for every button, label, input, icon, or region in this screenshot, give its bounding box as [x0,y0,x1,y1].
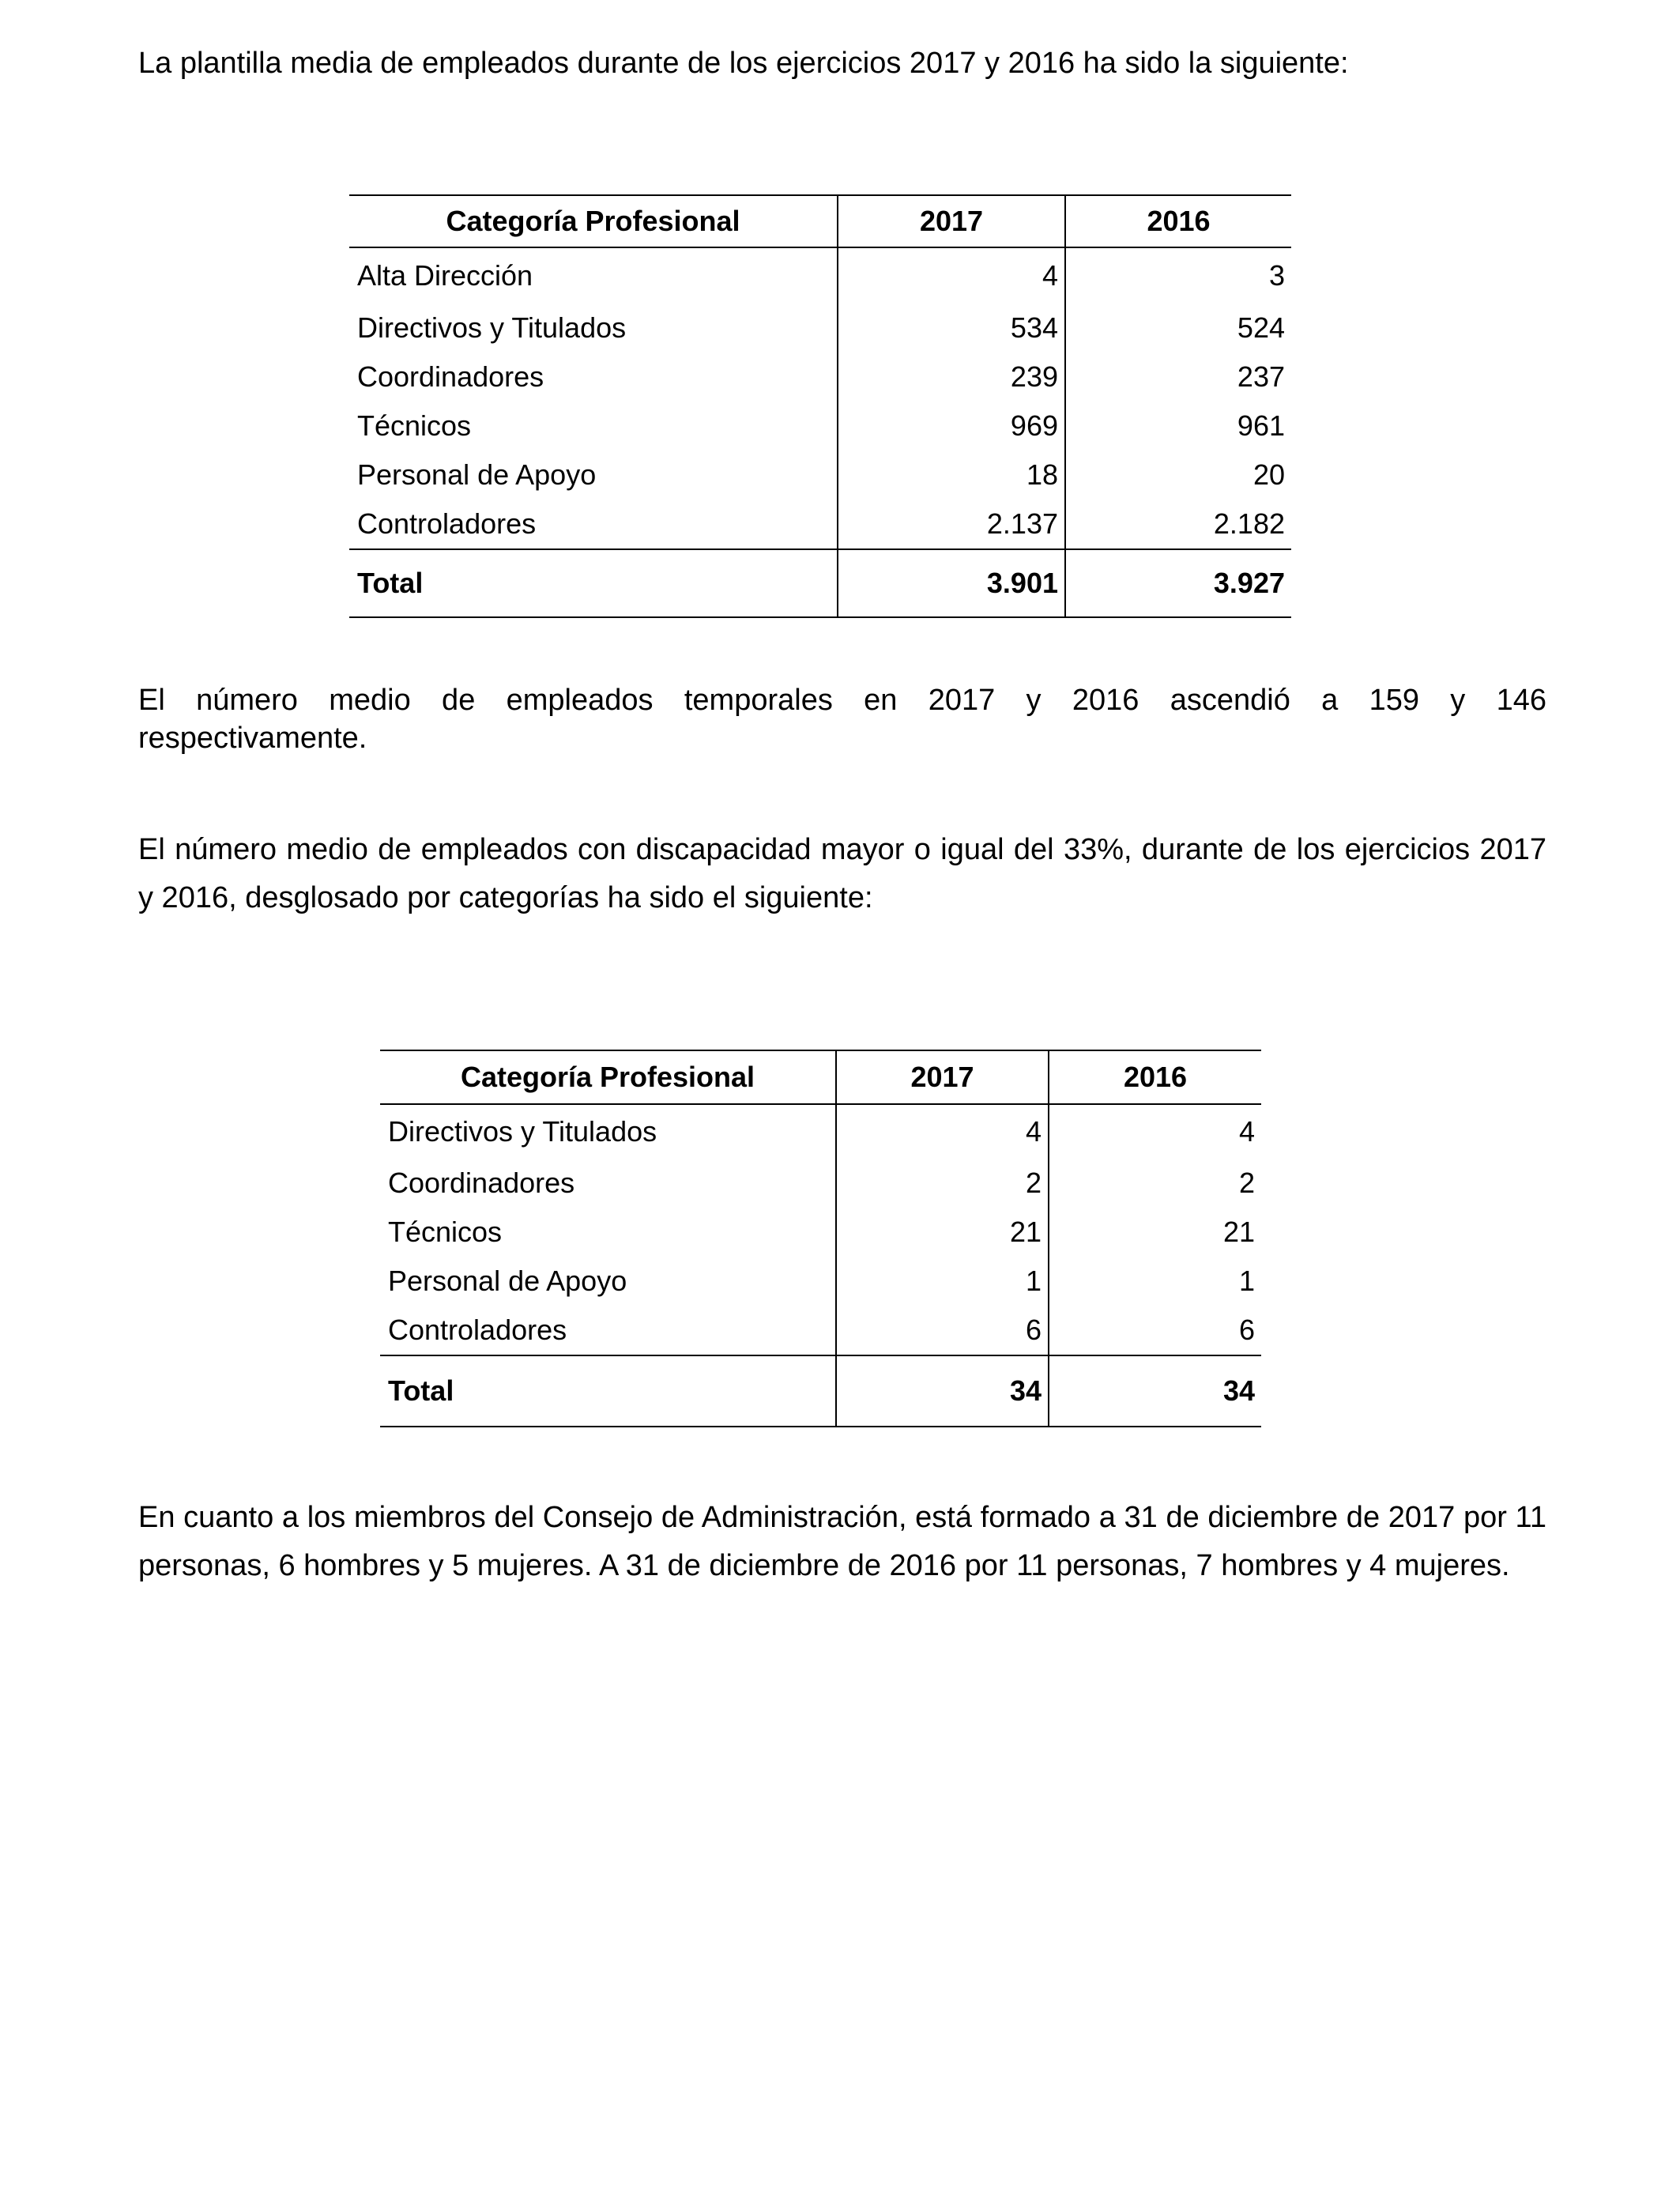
table-row [349,499,1291,549]
row-category: Directivos y Titulados [388,1115,657,1148]
table-row [380,1104,1261,1159]
header-categoria: Categoría Profesional [349,195,838,247]
header-2016: 2016 [1049,1050,1261,1104]
table-row [349,352,1291,401]
total-value-2016: 34 [1049,1355,1261,1427]
row-value-2017: 2 [836,1159,1049,1208]
row-category: Técnicos [388,1216,503,1248]
total-value-2016: 3.927 [1065,549,1291,617]
row-value-2017: 239 [838,352,1065,401]
row-value-2016: 961 [1065,401,1291,450]
header-2017: 2017 [838,195,1065,247]
table-row [380,1208,1261,1257]
row-value-2016: 3 [1065,247,1291,303]
header-2016: 2016 [1065,195,1291,247]
row-value-2017: 4 [836,1104,1049,1159]
row-category: Alta Dirección [357,259,533,292]
row-value-2017: 1 [836,1257,1049,1306]
row-value-2017: 18 [838,450,1065,499]
total-value-2017: 3.901 [838,549,1065,617]
total-value-2017: 34 [836,1355,1049,1427]
table-row [380,1159,1261,1208]
row-category: Controladores [388,1314,567,1346]
row-value-2016: 20 [1065,450,1291,499]
row-value-2016: 4 [1049,1104,1261,1159]
row-category: Directivos y Titulados [357,311,627,344]
row-value-2017: 6 [836,1306,1049,1355]
row-category: Técnicos [357,409,472,442]
row-value-2017: 21 [836,1208,1049,1257]
row-value-2016: 237 [1065,352,1291,401]
table-total-row [380,1355,1261,1427]
table-row [380,1306,1261,1355]
table-total-row [349,549,1291,617]
row-value-2016: 1 [1049,1257,1261,1306]
discapacidad-paragraph: El número medio de empleados con discapacidad mayor o igual del 33%, durante de los ejercicios 2017 y 2016, desglosado por categorías ha sido el siguiente: [138,833,1546,914]
row-category: Controladores [357,507,537,540]
table-header-row [380,1050,1261,1104]
intro-paragraph: La plantilla media de empleados durante de los ejercicios 2017 y 2016 ha sido la siguiente: [138,47,1349,80]
table-row [349,303,1291,352]
total-label: Total [380,1355,836,1427]
row-category: Coordinadores [357,360,544,393]
row-category: Coordinadores [388,1167,575,1199]
row-category: Personal de Apoyo [357,458,597,491]
table-header-row [349,195,1291,247]
consejo-paragraph: En cuanto a los miembros del Consejo de Administración, está formado a 31 de diciembre de 2017 por 11 personas, 6 hombres y 5 mujeres. A 31 de diciembre de 2016 por 11 personas, 7 hombres y 4 mujeres. [138,1501,1546,1582]
row-value-2017: 534 [838,303,1065,352]
header-2017: 2017 [836,1050,1049,1104]
temporales-paragraph: El número medio de empleados temporales en 2017 y 2016 ascendió a 159 y 146 respectivamente. [138,684,1546,755]
row-value-2017: 2.137 [838,499,1065,549]
row-category: Personal de Apoyo [388,1265,627,1297]
table-row [349,401,1291,450]
row-value-2016: 2.182 [1065,499,1291,549]
row-value-2016: 21 [1049,1208,1261,1257]
row-value-2016: 524 [1065,303,1291,352]
row-value-2017: 969 [838,401,1065,450]
total-label: Total [349,549,838,617]
plantilla-media-table [349,194,1291,618]
table-row [349,247,1291,303]
discapacidad-table [380,1050,1261,1427]
row-value-2017: 4 [838,247,1065,303]
row-value-2016: 6 [1049,1306,1261,1355]
row-value-2016: 2 [1049,1159,1261,1208]
header-categoria: Categoría Profesional [380,1050,836,1104]
table-row [380,1257,1261,1306]
table-row [349,450,1291,499]
